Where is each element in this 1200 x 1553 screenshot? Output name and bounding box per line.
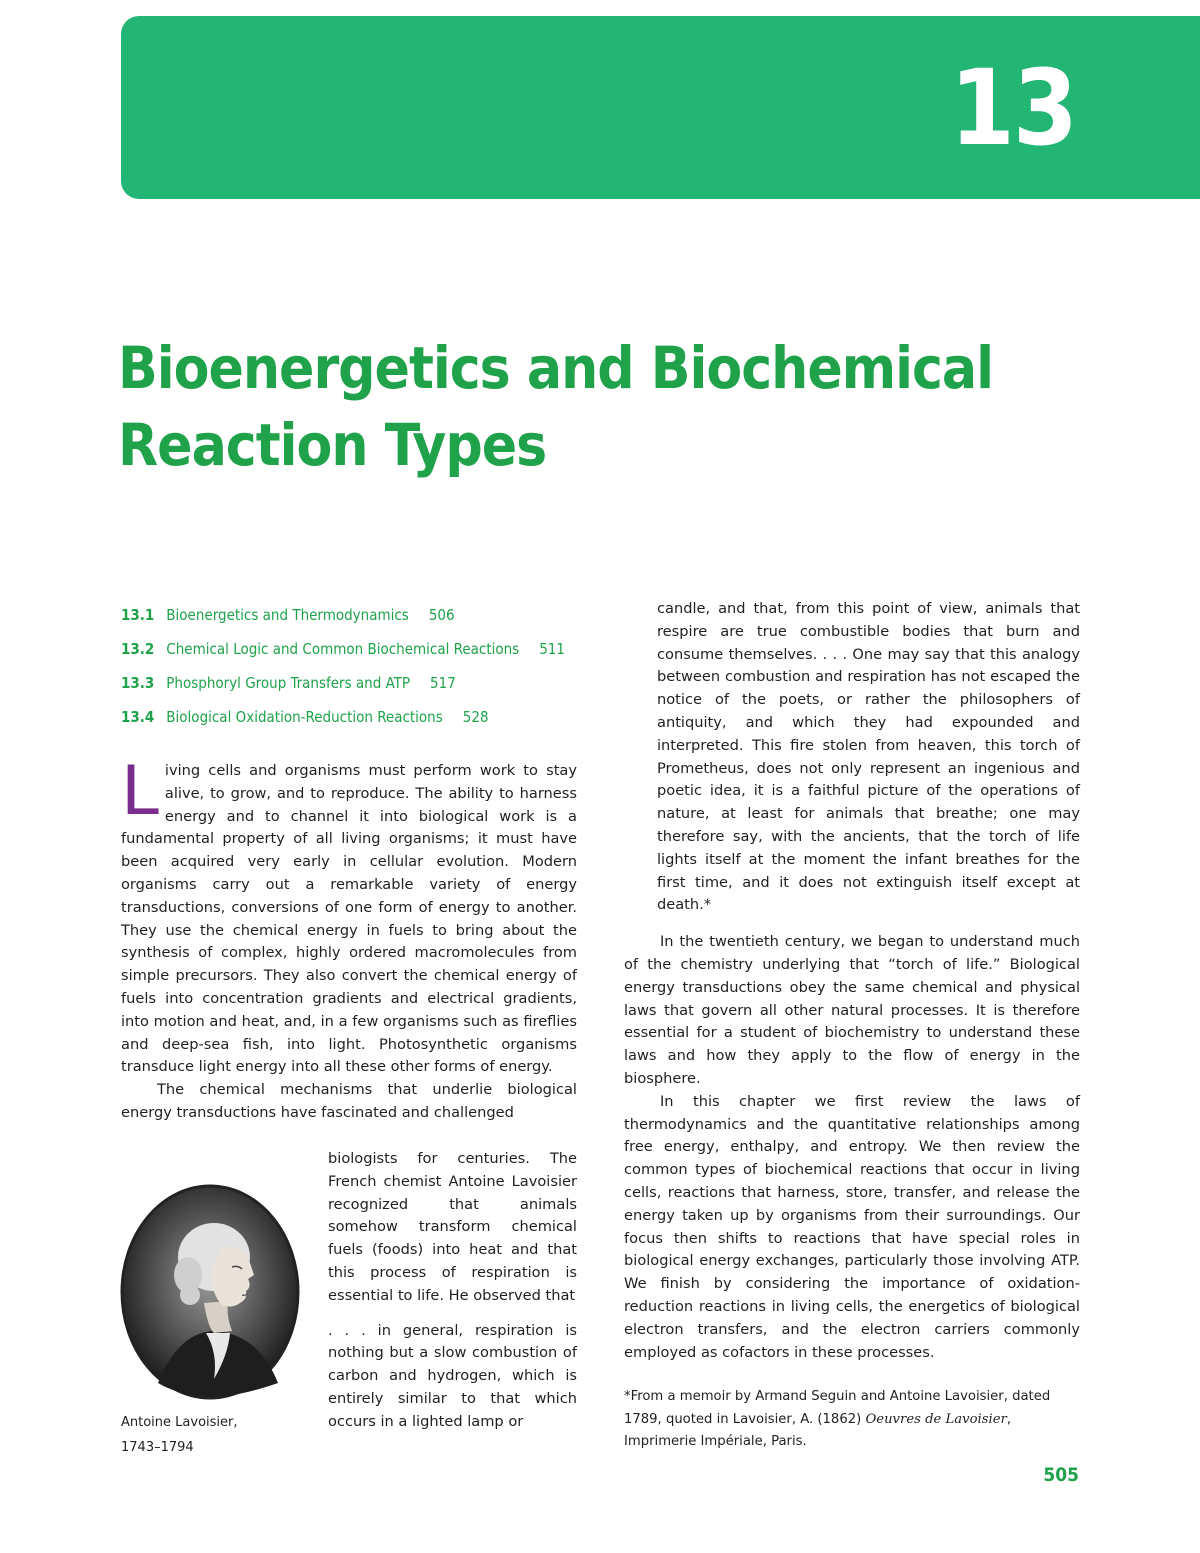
toc-item-title: Bioenergetics and Thermodynamics bbox=[166, 606, 409, 624]
footnote-publisher: , Imprimerie Impériale, Paris. bbox=[624, 1411, 1012, 1449]
caption-dates: 1743–1794 bbox=[121, 1440, 194, 1455]
chapter-title bbox=[118, 330, 1078, 484]
chapter-title-line-1: Bioenergetics and Biochemical bbox=[118, 334, 993, 402]
toc-item-number: 13.2 bbox=[121, 640, 155, 658]
toc-item[interactable] bbox=[121, 700, 601, 734]
narrow-column bbox=[328, 1148, 577, 1434]
chapter-contents bbox=[121, 598, 601, 734]
toc-item-page: 506 bbox=[428, 606, 455, 624]
paragraph-intro bbox=[121, 752, 577, 1079]
lavoisier-portrait bbox=[118, 1183, 302, 1401]
toc-item-page: 517 bbox=[430, 674, 456, 692]
toc-item[interactable] bbox=[121, 666, 601, 700]
chapter-banner bbox=[121, 16, 1200, 199]
footnote-text: *From a memoir by Armand Seguin and Antoine Lavoisier, dated 1789, quoted in Lavoisier, A. (1862) bbox=[624, 1389, 1051, 1427]
toc-item-number: 13.1 bbox=[121, 606, 155, 624]
toc-item[interactable] bbox=[121, 598, 601, 632]
toc-item-page: 511 bbox=[539, 640, 565, 658]
paragraph-intro-text: iving cells and organisms must perform work to stay alive, to grow, and to reproduce. The ability to harness energy and to channel it into biological work is a fundamental property of all living organisms; it must have been acquired very early in cellular evolution. Modern organisms carry out a remarkable variety of energy transductions, conversions of one form of energy to another. They use the chemical energy in fuels to bring about the synthesis of complex, highly ordered macromolecules from simple precursors. They also convert the chemical energy of fuels into concentration gradients and electrical gradients, into motion and heat, and, in a few organisms such as fireflies and deep-sea fish, into light. Photosynthetic organisms transduce light energy into all these other forms of energy. bbox=[121, 762, 577, 1076]
toc-item[interactable] bbox=[121, 632, 601, 666]
paragraph-chapter-overview: In this chapter we first review the laws of thermodynamics and the quantitative relationships among free energy, enthalpy, and entropy. We then review the common types of biochemical reactions that occur in living cells, reactions that harness, store, transfer, and release the energy taken up by organisms from their surroundings. Our focus then shifts to reactions that have special roles in biological energy exchanges, particularly those involving ATP. We finish by considering the importance of oxidation-reduction reactions in living cells, the energetics of biological electron transfers, and the electron carriers commonly employed as cofactors in these processes. bbox=[624, 1092, 1080, 1361]
caption-name: Antoine Lavoisier, bbox=[121, 1415, 238, 1430]
toc-item-number: 13.4 bbox=[121, 708, 155, 726]
right-column bbox=[624, 598, 1080, 1364]
paragraph-twentieth-century: In the twentieth century, we began to understand much of the chemistry underlying that “torch of life.” Biological energy transductions obey the same chemical and physical laws that govern all other natural processes. It is therefore essential for a student of biochemistry to understand these laws and how they apply to the flow of energy in the biosphere. bbox=[624, 933, 1080, 1087]
toc-item-title: Phosphoryl Group Transfers and ATP bbox=[166, 674, 411, 692]
chapter-title-line-2: Reaction Types bbox=[118, 411, 547, 479]
paragraph-lavoisier: biologists for centuries. The French chemist Antoine Lavoisier recognized that animals somehow transform chemical fuels (foods) into heat and that this process of respiration is essential to life. He observed that bbox=[328, 1150, 577, 1304]
drop-cap: L bbox=[121, 752, 159, 831]
footnote-book-title: Oeuvres de Lavoisier bbox=[865, 1411, 1007, 1427]
portrait-image bbox=[118, 1183, 302, 1401]
quote-part-2: candle, and that, from this point of view, animals that respire are true combustible bodies that burn and consume themselves. . . . One may say that this analogy between combustion and respiration has not escaped the notice of the poets, or rather the philosophers of antiquity, and which they had expounded and interpreted. This fire stolen from heaven, this torch of Prometheus, does not only represent an ingenious and poetic idea, it is a faithful picture of the operations of nature, at least for animals that breathe; one may therefore say, with the ancients, that the torch of life lights itself at the moment the infant breathes for the first time, and it does not extinguish itself except at death.* bbox=[657, 600, 1080, 914]
toc-item-number: 13.3 bbox=[121, 674, 155, 692]
chapter-number: 13 bbox=[949, 47, 1076, 169]
left-column-intro bbox=[121, 752, 577, 1125]
toc-item-title: Biological Oxidation-Reduction Reactions bbox=[166, 708, 443, 726]
paragraph-mechanisms: The chemical mechanisms that underlie biological energy transductions have fascinated and challenged bbox=[121, 1081, 577, 1121]
toc-item-title: Chemical Logic and Common Biochemical Reactions bbox=[166, 640, 520, 658]
quote-part-1: . . . in general, respiration is nothing but a slow combustion of carbon and hydrogen, which is entirely similar to that which occurs in a lighted lamp or bbox=[328, 1321, 577, 1430]
footnote bbox=[624, 1386, 1080, 1454]
page-number: 505 bbox=[1043, 1464, 1079, 1486]
toc-item-page: 528 bbox=[462, 708, 489, 726]
portrait-caption bbox=[121, 1410, 238, 1460]
